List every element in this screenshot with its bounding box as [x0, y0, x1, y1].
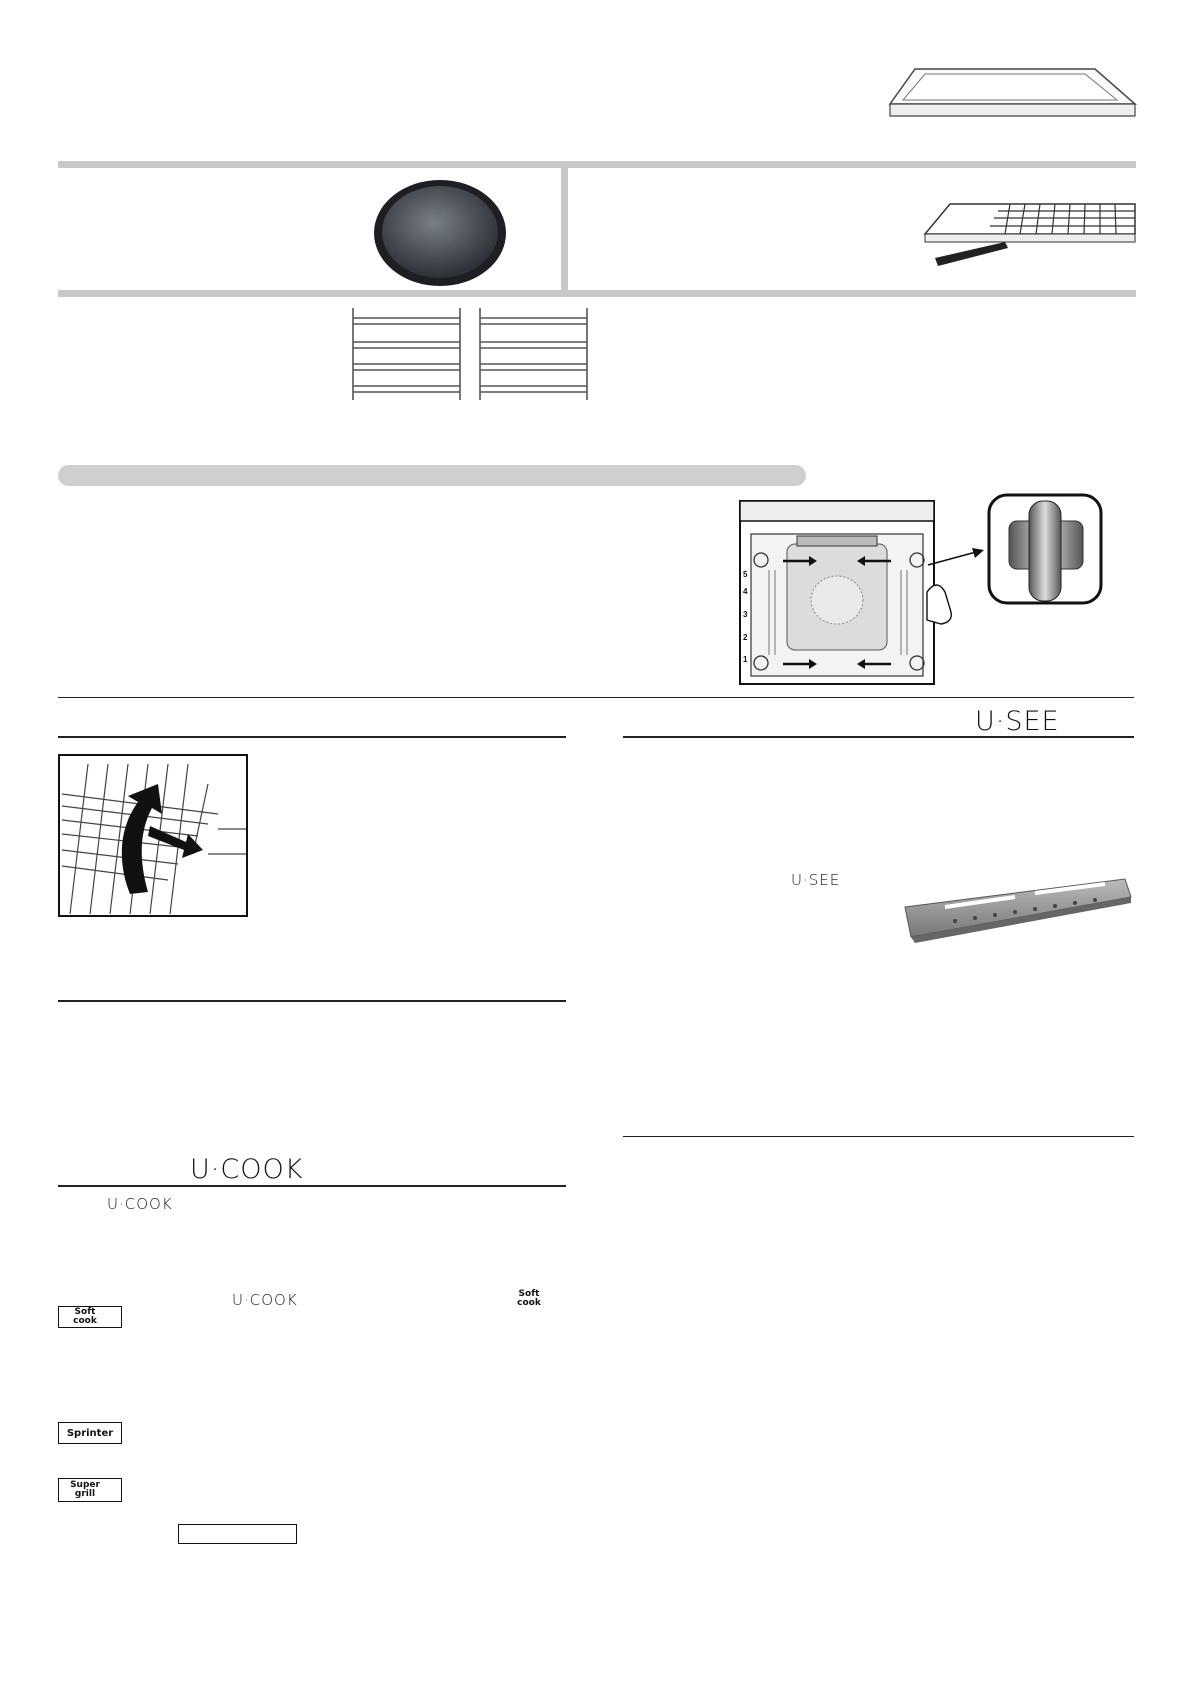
- left-column-rule-3: [58, 1185, 566, 1187]
- rack-level-2: 2: [743, 633, 748, 642]
- ucook-heading-logo: U·COOK: [190, 1154, 304, 1185]
- left-column-rule-1: [58, 736, 566, 738]
- soft-cook-badge: Soft cook: [58, 1306, 122, 1328]
- wire-shelf-illustration: [920, 196, 1140, 278]
- ucook-inline-logo-1: U·COOK: [107, 1195, 173, 1213]
- pizza-pan-illustration: [372, 178, 507, 288]
- oven-interior-diagram: [739, 500, 935, 685]
- rack-clip-detail: [987, 493, 1103, 605]
- left-column-rule-2: [58, 1000, 566, 1002]
- soft-cook-small-badge: Soft cook: [517, 1289, 541, 1308]
- usee-grill-bar-illustration: [905, 877, 1135, 947]
- rack-level-1: 1: [743, 655, 748, 664]
- baking-tray-illustration: [885, 64, 1135, 134]
- rack-level-3: 3: [743, 610, 748, 619]
- super-grill-badge: Super grill: [58, 1478, 122, 1502]
- rack-level-4: 4: [743, 587, 748, 596]
- zoom-pointer-arrow: [926, 545, 986, 570]
- shelf-removal-diagram: [58, 754, 248, 917]
- empty-display-box: [178, 1524, 297, 1544]
- rack-level-5: 5: [743, 570, 748, 579]
- right-column-rule-2: [623, 1136, 1134, 1137]
- grid-bottom-border: [58, 290, 1136, 297]
- usee-heading-logo: U·SEE: [975, 706, 1060, 737]
- sprinter-badge: Sprinter: [58, 1422, 122, 1444]
- full-width-rule: [58, 697, 1134, 698]
- section-header-pill: [58, 465, 806, 486]
- usee-inline-logo: U·SEE: [791, 871, 841, 889]
- side-racks-illustration: [350, 306, 590, 402]
- ucook-inline-logo-2: U·COOK: [232, 1291, 298, 1309]
- grid-middle-divider: [561, 168, 568, 290]
- grid-top-border: [58, 161, 1136, 168]
